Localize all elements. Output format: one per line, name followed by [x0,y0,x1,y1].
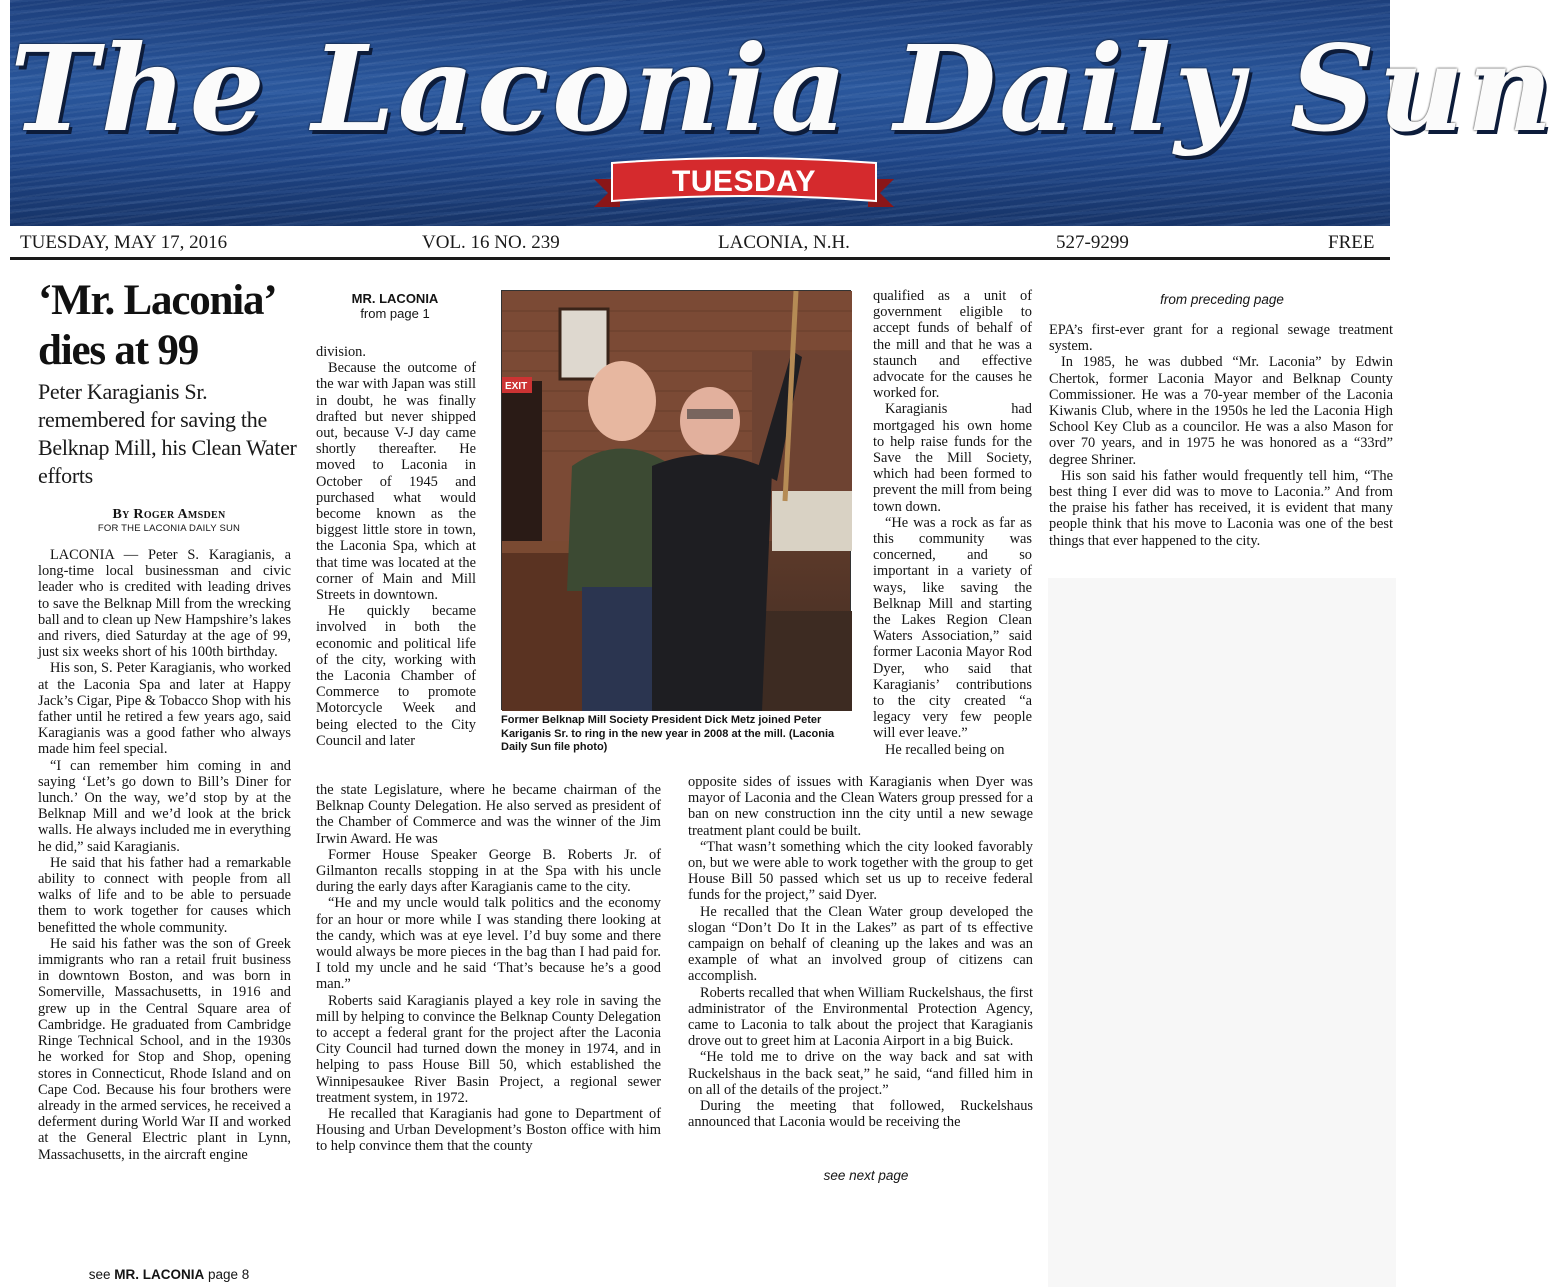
paragraph: “He and my uncle would talk politics and the economy for an hour or more while I was standing there looking at the candy, which was at eye level. I’d buy some and there would always be more pieces in the bag than I had paid for. I told my uncle and he said ‘That’s because he’s a good man.” [316,895,661,993]
paragraph: He recalled that Karagianis had gone to Department of Housing and Urban Development’s Boston office with him to help convince them that the county [316,1106,661,1155]
article-photo [501,290,851,710]
day-ribbon [594,157,894,219]
price: FREE [1328,232,1375,253]
paragraph: During the meeting that followed, Ruckelshaus announced that Laconia would be receiving the [688,1098,1033,1131]
paragraph: His son said his father would frequently tell him, “The best thing I ever did was to move to Laconia.” And from the praise his father has received, it is evident that many people think that his move to Laconia was one of the best things that ever happened to the city. [1049,467,1393,549]
headline-line-1: ‘Mr. Laconia’ [38,277,277,324]
jump-column-2-narrow [316,344,476,749]
from-preceding-page: from preceding page [1160,292,1284,307]
paragraph: “He told me to drive on the way back and sat with Ruckelshaus in the back seat,” he said, “and filled him in on all of the details of the project.” [688,1049,1033,1098]
blank-area [1048,578,1396,1287]
jump-suffix: page 8 [208,1267,250,1282]
jump-column-4 [1049,322,1393,549]
jump-head-from-page-1 [316,291,474,321]
paragraph: qualified as a unit of government eligible to accept funds of behalf of the mill and that he was a staunch and effective advocate for the causes he worked for. [873,288,1032,402]
jump-column-2-wide [316,782,661,1155]
paragraph: In 1985, he was dubbed “Mr. Laconia” by Edwin Chertok, former Laconia Mayor and Belknap County Commissioner. He was a 70-year member of the Laconia Kiwanis Club, where in the 1950s he led the Laconia High School Key Club as a councilor. He was a also Mason for over 70 years, and in 1975 he was honored as a “33rd” degree Shriner. [1049,354,1393,468]
newspaper-title: The Laconia Daily Sun [10,19,1556,158]
article-headline [38,276,298,376]
paragraph: Roberts said Karagianis played a key role in saving the mill by helping to convince the Belknap County Delegation to accept a federal grant for the project after the Laconia City Council had turned down the money in 1974, and in helping to pass House Bill 50, which established the Winnipesaukee River Basin Project, a regional sewer treatment system, in 1972. [316,992,661,1106]
see-next-page[interactable]: see next page [823,1168,909,1183]
byline: By Roger Amsden [112,507,226,522]
headline-line-2: dies at 99 [38,327,199,374]
jump-column-3-wide [688,774,1033,1130]
paragraph: opposite sides of issues with Karagianis when Dyer was mayor of Laconia and the Clean Waters group pressed for a ban on new construction inn the city until a new sewage treatment plant could be built. [688,774,1033,839]
paragraph: He recalled being on [885,741,1005,758]
volume-number: VOL. 16 NO. 239 [422,232,560,253]
dateline-bar [10,228,1390,260]
jump-column-3-narrow [873,288,1032,758]
photo-caption: Former Belknap Mill Society President Dick Metz joined Peter Kariganis Sr. to ring in the new year in 2008 at the mill. (Laconia Daily Sun file photo) [501,714,835,753]
exit-sign-text: EXIT [505,381,528,392]
paragraph: His son, S. Peter Karagianis, who worked at the Laconia Spa and later at Happy Jack’s Cigar, Pipe & Tobacco Shop with his father until he retired a few years ago, said Karagianis was a good father who always made him feel special. [38,660,291,758]
paragraph: Roberts recalled that when William Ruckelshaus, the first administrator of the Environmental Protection Agency, came to Laconia to talk about the project that Karagianis drove out to greet him at Laconia Airport in a big Buick. [688,984,1033,1050]
masthead [10,0,1556,226]
paragraph: He said that his father had a remarkable ability to connect with people from all walks of life and to be able to persuade them to work together for causes which benefitted the whole community. [38,854,291,936]
day-label: TUESDAY [671,165,817,198]
paragraph: He said his father was the son of Greek immigrants who ran a retail fruit business in downtown Boston, and was born in Somerville, Massachusetts, in 1916 and grew up in the Central Square area of Cambridge. He graduated from Cambridge Ringe Technical School, and in the 1930s he worked for Stop and Shop, opening stores in Connecticut, Rhode Island and on Cape Cod. Because his four brothers were already in the armed services, he received a deferment during World War II and worked at the General Electric plant in Lynn, Massachusetts, in the aircraft engine [38,935,291,1163]
paragraph: “I can remember him coming in and saying ‘Let’s go down to Bill’s Diner for lunch.’ On the way, we’d stop by at the Belknap Mill and we’d look at the brick walls. He always included me in everything he did,” said Karagianis. [38,757,291,855]
paragraph: the state Legislature, where he became chairman of the Belknap County Delegation. He also served as president of the Chamber of Commerce and was the winner of the Jim Irwin Award. He was [316,782,661,847]
paragraph: LACONIA — Peter S. Karagianis, a long-time local businessman and civic leader who is credited with leading drives to save the Belknap Mill from the wrecking ball and to clean up New Hampshire’s lakes and rivers, died Saturday at the age of 99, just six weeks short of his 100th birthday. [38,547,291,661]
jump-line-page-8[interactable] [38,1267,300,1282]
phone-number: 527-9299 [1056,232,1129,253]
jump-prefix: see [88,1267,111,1282]
location: LACONIA, N.H. [718,232,850,253]
issue-date: TUESDAY, MAY 17, 2016 [20,232,228,253]
article-column-1 [38,547,291,1163]
paragraph: He quickly became involved in both the economic and political life of the city, working with the Laconia Chamber of Commerce to promote Motorcycle Week and being elected to the City Council and later [316,603,476,749]
jump-key: MR. LACONIA [114,1267,205,1282]
paragraph: EPA’s first-ever grant for a regional sewage treatment system. [1049,322,1393,355]
paragraph: He recalled that the Clean Water group developed the slogan “Don’t Do It in the Lakes” as part of ts effective campaign on behalf of cleaning up the lakes and was an example of what an involved group of citizens can accomplish. [688,903,1033,985]
paragraph: “That wasn’t something which the city looked favorably on, but we were able to work together with the group to get House Bill 50 passed which set us up to receive federal funds for the project,” said Dyer. [688,838,1033,904]
paragraph: Former House Speaker George B. Roberts Jr. of Gilmanton recalls stopping in at the Spa with his uncle during the early days after Karagianis came to the city. [316,846,661,896]
jump-from: from page 1 [360,306,430,321]
byline-affiliation: FOR THE LACONIA DAILY SUN [97,523,241,534]
jump-kicker: MR. LACONIA [351,291,439,306]
paragraph: Because the outcome of the war with Japan was still in doubt, he was finally drafted but never shipped out, because V-J day came shortly thereafter. He moved to Laconia in October of 1945 and purchased what would become known as the biggest little store in town, the Laconia Spa, which at that time was located at the corner of Main and Mill Streets in downtown. [316,360,476,604]
article-subhead: Peter Karagianis Sr. remembered for saving the Belknap Mill, his Clean Water efforts [38,379,297,488]
photo-illustration [502,291,852,711]
paragraph: “He was a rock as far as this community was concerned, and so important in a variety of ways, like saving the Belknap Mill and starting the Lakes Region Clean Waters Association,” said former Laconia Mayor Rod Dyer, who said that Karagianis’ contributions to the city created “a legacy very few people will ever leave.” [873,514,1032,742]
paragraph: division. [316,344,366,360]
paragraph: Karagianis had mortgaged his own home to help raise funds for the Save the Mill Society, which had been formed to prevent the mill from being town down. [873,401,1032,515]
